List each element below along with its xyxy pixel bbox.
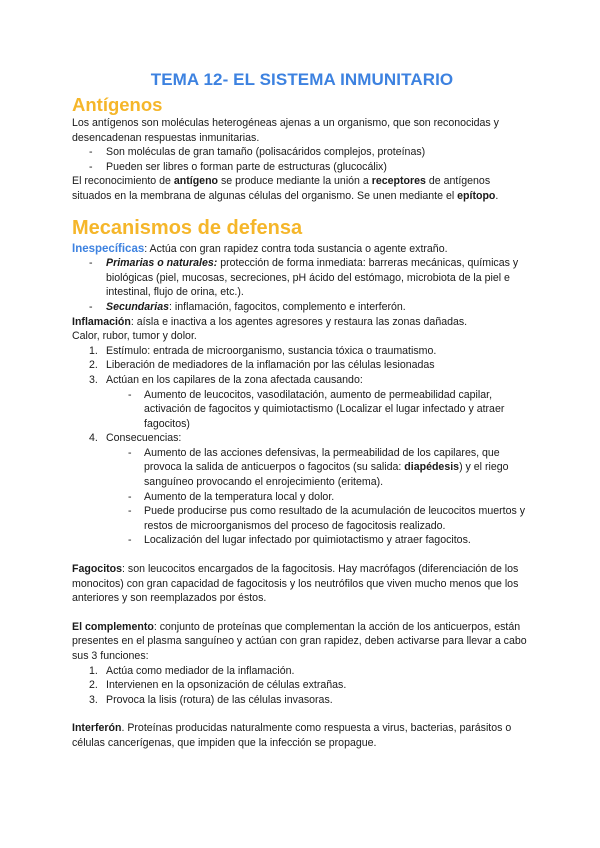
antigenos-intro: Los antígenos son moléculas heterogéneas ajenas a un organismo, que son reconocidas y desencadenan respuestas inmunitarias.	[72, 117, 499, 144]
list-item: 4. Consecuencias: - Aumento de las acciones defensivas, la permeabilidad de los capilares, que provoca la salida de anticuerpos o fagocitos (su salida: diapédesis) y el riego sanguíneo provocando el enrojecimiento (eritema). - Aumento de la temperatura local y dolor. - Puede producirse pus como resultado de la acumulación de leucocitos muertos y restos de microorganismos del proceso de fagocitosis realizado. - Localización del lugar infectado por quimiotactismo y atraer fagocitos.	[72, 431, 532, 548]
list-item: - Son moléculas de gran tamaño (polisacáridos complejos, proteínas)	[72, 145, 532, 160]
heading-mecanismos: Mecanismos de defensa	[72, 216, 303, 239]
complemento-paragraph: El complemento: conjunto de proteínas que complementan la acción de los anticuerpos, están presentes en el plasma sanguíneo y actúan con gran rapidez, deben activarse para llevar a cabo sus 3 funciones:	[72, 620, 527, 662]
inespecificas-paragraph: Inespecíficas: Actúa con gran rapidez contra toda sustancia o agente extraño.	[72, 242, 448, 255]
subheading-inespecificas: Inespecíficas	[72, 242, 145, 255]
reconocimiento-paragraph: El reconocimiento de antígeno se produce mediante la unión a receptores de antígenos situados en la membrana de algunas células del organismo. Se unen mediante el epítopo.	[72, 175, 499, 202]
list-item: - Secundarias: inflamación, fagocitos, complemento e interferón.	[72, 300, 532, 315]
list-item: - Primarias o naturales: protección de forma inmediata: barreras mecánicas, químicas y biológicas (piel, mucosas, secreciones, pH ácido del estómago, microbiota de la piel e intestinal, flujo de orina, etc.).	[72, 256, 532, 300]
interferon-paragraph: Interferón. Proteínas producidas naturalmente como respuesta a virus, bacterias, parásitos o células cancerígenas, que impiden que la infección se propague.	[72, 722, 512, 749]
inflamacion-signs: Calor, rubor, tumor y dolor.	[72, 330, 197, 343]
sub-list	[72, 446, 532, 548]
list-item: - Puede producirse pus como resultado de la acumulación de leucocitos muertos y restos de microorganismos del proceso de fagocitosis realizado.	[72, 504, 532, 533]
defense-lines-list	[72, 256, 532, 314]
page-title: TEMA 12- EL SISTEMA INMUNITARIO	[150, 70, 454, 89]
complemento-functions	[72, 664, 532, 708]
list-item: 1. Estímulo: entrada de microorganismo, sustancia tóxica o traumatismo.	[89, 344, 437, 357]
list-item: 2. Liberación de mediadores de la inflamación por las células lesionadas	[89, 359, 435, 372]
list-item: 3. Provoca la lisis (rotura) de las células invasoras.	[89, 693, 333, 706]
list-item: - Localización del lugar infectado por quimiotactismo y atraer fagocitos.	[72, 533, 532, 548]
list-item: - Aumento de leucocitos, vasodilatación, aumento de permeabilidad capilar, activación de fagocitos y quimiotactismo (Localizar el lugar infectado y atraer fagocitos)	[72, 388, 532, 432]
list-item: 2. Intervienen en la opsonización de células extrañas.	[89, 679, 347, 692]
list-item: 1. Actúa como mediador de la inflamación.	[89, 664, 295, 677]
antigenos-list	[72, 145, 532, 174]
heading-antigenos: Antígenos	[72, 94, 163, 115]
list-item: - Aumento de la temperatura local y dolor.	[72, 490, 532, 505]
list-item: 3. Actúan en los capilares de la zona afectada causando: - Aumento de leucocitos, vasodilatación, aumento de permeabilidad capilar, activación de fagocitos y quimiotactismo (Localizar el lugar infectado y atraer fagocitos)	[72, 373, 532, 431]
list-item: - Aumento de las acciones defensivas, la permeabilidad de los capilares, que provoca la salida de anticuerpos o fagocitos (su salida: diapédesis) y el riego sanguíneo provocando el enrojecimiento (eritema).	[72, 446, 532, 490]
document-page	[72, 70, 532, 751]
inflamacion-paragraph: Inflamación: aísla e inactiva a los agentes agresores y restaura las zonas dañadas.	[72, 315, 468, 328]
inflamacion-steps	[72, 344, 532, 548]
list-item: - Pueden ser libres o forman parte de estructuras (glucocálix)	[72, 160, 532, 175]
fagocitos-paragraph: Fagocitos: son leucocitos encargados de la fagocitosis. Hay macrófagos (diferenciación de los monocitos) con gran capacidad de fagocitosis y los neutrófilos que viven mucho menos que los anteriores y son reemplazados por éstos.	[72, 563, 519, 605]
sub-list	[72, 388, 532, 432]
